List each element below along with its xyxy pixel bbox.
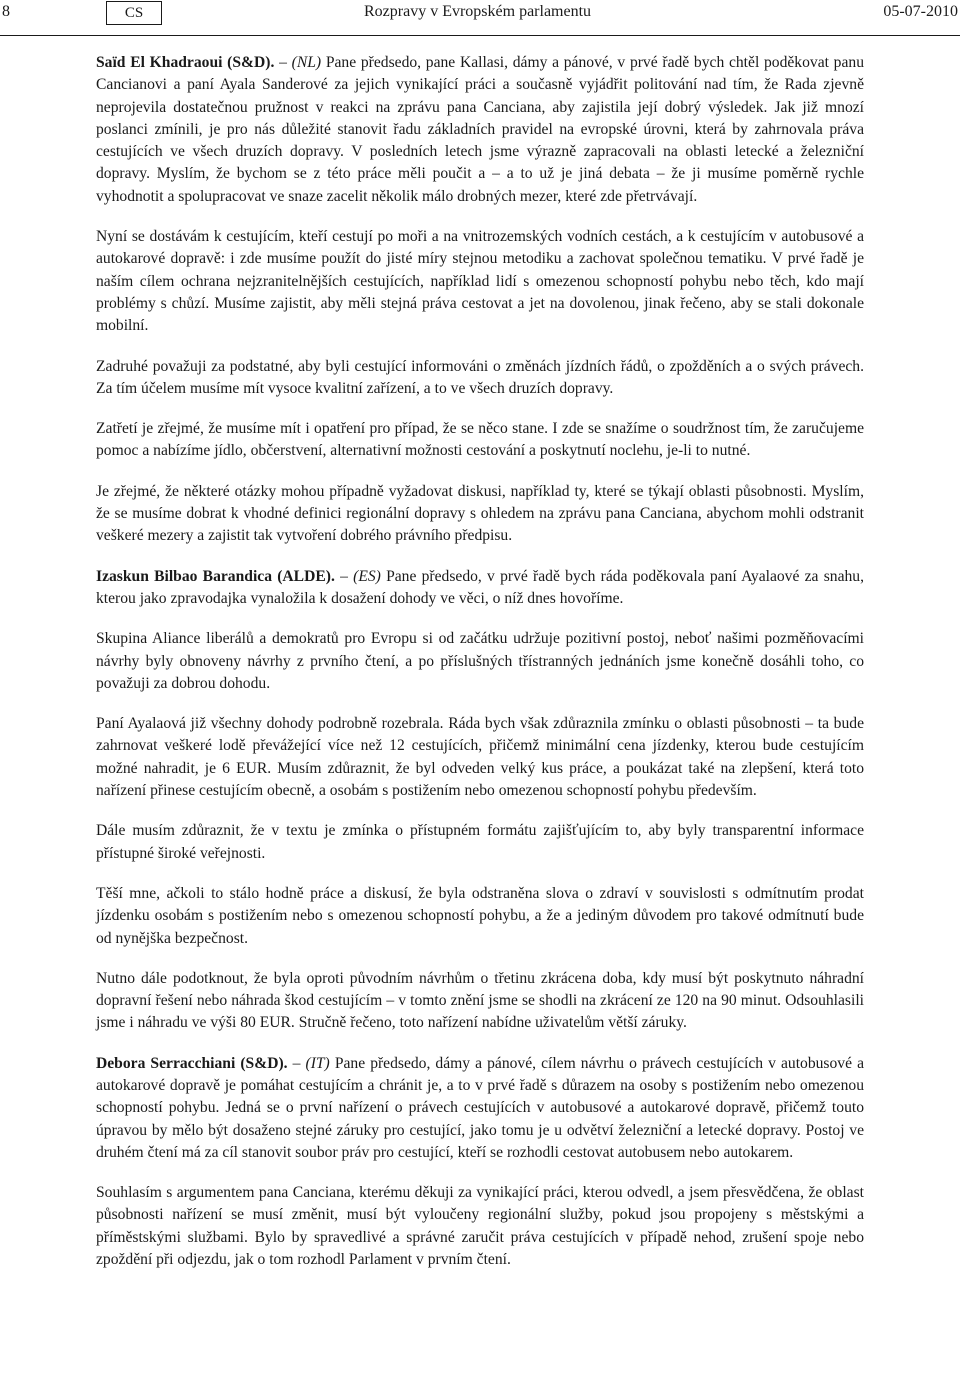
paragraph-text: Je zřejmé, že některé otázky mohou případně vyžadovat diskusi, například ty, které se týkají oblasti působnosti. Myslím, že se musíme dobrat k vhodné definici regionální dopravy s ohledem na zprávu pana Canciana, abychom mohli odstranit veškeré mezery a zajistit tak vytvoření dobrého právního předpisu. <box>96 482 864 545</box>
header-divider <box>0 35 960 36</box>
paragraph-text: Pane předsedo, v prvé řadě bych ráda poděkovala paní Ayalaové za snahu, kterou jako zpravodajka vynaložila k dosažení dohody ve věci, o níž dnes hovoříme. <box>96 567 864 607</box>
paragraph-text: Nutno dále podotknout, že byla oproti původním návrhům o třetinu zkrácena doba, kdy musí být poskytnuto náhradní dopravní řešení nebo náhrada škod cestujícím – v tomto znění jsme se shodli na zkrácení ze 120 na 90 minut. Odsouhlasili jsme i náhradu ve výši 80 EUR. Stručně řečeno, toto nařízení nabídne uživatelům větší záruky. <box>96 969 864 1032</box>
paragraph <box>96 820 864 865</box>
paragraph-text: Skupina Aliance liberálů a demokratů pro Evropu si od začátku udržuje pozitivní postoj, neboť našimi pozměňovacími návrhy byly obnoveny návrhy z prvního čtení, a po příslušných třístranných jednáních jsme konečně dosáhli toho, co považuji za dobrou dohodu. <box>96 630 864 692</box>
page-number: 8 <box>2 3 10 20</box>
paragraph <box>96 628 864 695</box>
paragraph-text: Pane předsedo, pane Kallasi, dámy a pánové, v prvé řadě bych chtěl poděkovat panu Cancianovi a paní Ayala Sanderové za jejich vynikající práci a současně vyjádřit politování nad tím, že Rada zjevně neprojevila dostatečnou pružnost v reakci na zprávu pana Canciana, aby zajistila její dobrý výsledek. Jak již mnozí poslanci zmínili, je pro nás důležité stanovit řadu základních pravidel na evropské úrovni, která by zahrnovala práva cestujících ve všech druzích dopravy. V posledních letech jsme výrazně zapracovali na oblasti letecké a železniční dopravy. Myslím, že bychom se z této práce měli poučit a – a to už je jiná debata – že ji musíme poměrně rychle vyhodnotit a spolupracovat ve snaze zacelit několik málo drobných mezer, které zde přetrvávají. <box>96 54 864 205</box>
paragraph <box>96 968 864 1035</box>
publication-title: Rozpravy v Evropském parlamentu <box>364 3 592 20</box>
page-header <box>0 0 960 36</box>
language-code-box: CS <box>106 1 162 25</box>
paragraph-text: Těší mne, ačkoli to stálo hodně práce a diskusí, že byla odstraněna slova o zdraví v souvislosti s odmítnutím prodat jízdenku osobám s postižením nebo s omezenou schopností pohybu, a že a jediným důvodem pro takové odmítnutí bude od nynějška bezpečnost. <box>96 884 864 947</box>
document-body <box>96 52 864 1289</box>
language-tag: (ES) <box>353 567 381 585</box>
paragraph <box>96 356 864 401</box>
paragraph <box>96 1053 864 1164</box>
paragraph <box>96 418 864 463</box>
publication-date: 05-07-2010 <box>883 3 958 20</box>
paragraph <box>96 481 864 548</box>
paragraph <box>96 226 864 337</box>
paragraph <box>96 1182 864 1271</box>
paragraph-text: Nyní se dostávám k cestujícím, kteří cestují po moři a na vnitrozemských vodních cestách, a k cestujícím v autobusové a autokarové dopravě: i zde musíme použít do jisté míry stejnou metodiku a zachovat společnou tematiku. V prvé řadě je naším cílem ochrana nejzranitelnějších cestujících, například lidí s omezenou schopností pohybu nebo těch, kdo mají problémy s chůzí. Musíme zajistit, aby měli stejná práva cestovat a jet na dovolenou, jinak řečeno, aby se stali dokonale mobilní. <box>96 228 864 335</box>
paragraph <box>96 883 864 950</box>
speaker-name: Saïd El Khadraoui (S&D). <box>96 54 275 71</box>
paragraph-text: Souhlasím s argumentem pana Canciana, kterému děkuji za vynikající práci, kterou odvedl, a jsem přesvědčena, že oblast působnosti nařízení se musí změnit, musí být vyloučeny regionální služby, pokud jsou propojeny s městskými a příměstskými službami. Bylo by spravedlivé a správné zaručit práva cestujících v případě nehod, zrušení spoje nebo zpoždění při odjezdu, jak o tom rozhodl Parlament v prvním čtení. <box>96 1184 864 1269</box>
paragraph-text: Zadruhé považuji za podstatné, aby byli cestující informováni o změnách jízdních řádů, o zpožděních a o svých právech. Za tím účelem musíme mít vysoce kvalitní zařízení, a to ve všech druzích dopravy. <box>96 357 864 397</box>
paragraph <box>96 52 864 208</box>
paragraph-text: Pane předsedo, dámy a pánové, cílem návrhu o právech cestujících v autobusové a autokarové dopravě je pomáhat cestujícím a chránit je, a to v prvé řadě s důrazem na osoby s postižením nebo omezenou schopností pohybu. Jedná se o první nařízení o právech cestujících v autobusové a autokarové dopravě, přičemž touto úpravou by mělo být dosaženo stejné záruky pro cestující, jako tomu je u odvětví železniční a letecké dopravy. Postoj ve druhém čtení má za cíl stanovit soubor práv pro cestující, kteří se rozhodli cestovat autobusem nebo autokarem. <box>96 1054 864 1161</box>
language-tag: (NL) <box>291 54 322 71</box>
paragraph <box>96 713 864 802</box>
speech-dash: – <box>334 567 354 585</box>
paragraph <box>96 566 864 611</box>
speech-dash: – <box>274 54 292 71</box>
paragraph-text: Zatřetí je zřejmé, že musíme mít i opatření pro případ, že se něco stane. I zde se snažíme o soudržnost tím, že zaručujeme pomoc a nabízíme jídlo, občerstvení, alternativní možnosti cestování a poskytnutí noclehu, je-li to nutné. <box>96 420 864 460</box>
paragraph-text: Paní Ayalaová již všechny dohody podrobně rozebrala. Ráda bych však zdůraznila zmínku o oblasti působnosti – ta bude zahrnovat veškeré lodě převážející více než 12 cestujících, přičemž minimální cena jízdenky, kterou bude cestujícím možné nahradit, je 6 EUR. Musím zdůraznit, že byl odveden velký kus práce, a poukázat také na zlepšení, která toto nařízení přinese cestujícím obecně, a osobám s postižením nebo omezenou schopností pohybu především. <box>96 715 864 800</box>
language-tag: (IT) <box>305 1054 330 1072</box>
speaker-name: Debora Serracchiani (S&D). <box>96 1054 288 1072</box>
speech-dash: – <box>287 1054 306 1072</box>
speaker-name: Izaskun Bilbao Barandica (ALDE). <box>96 567 335 585</box>
paragraph-text: Dále musím zdůraznit, že v textu je zmínka o přístupném formátu zajišťujícím to, aby byly transparentní informace přístupné široké veřejnosti. <box>96 822 864 862</box>
